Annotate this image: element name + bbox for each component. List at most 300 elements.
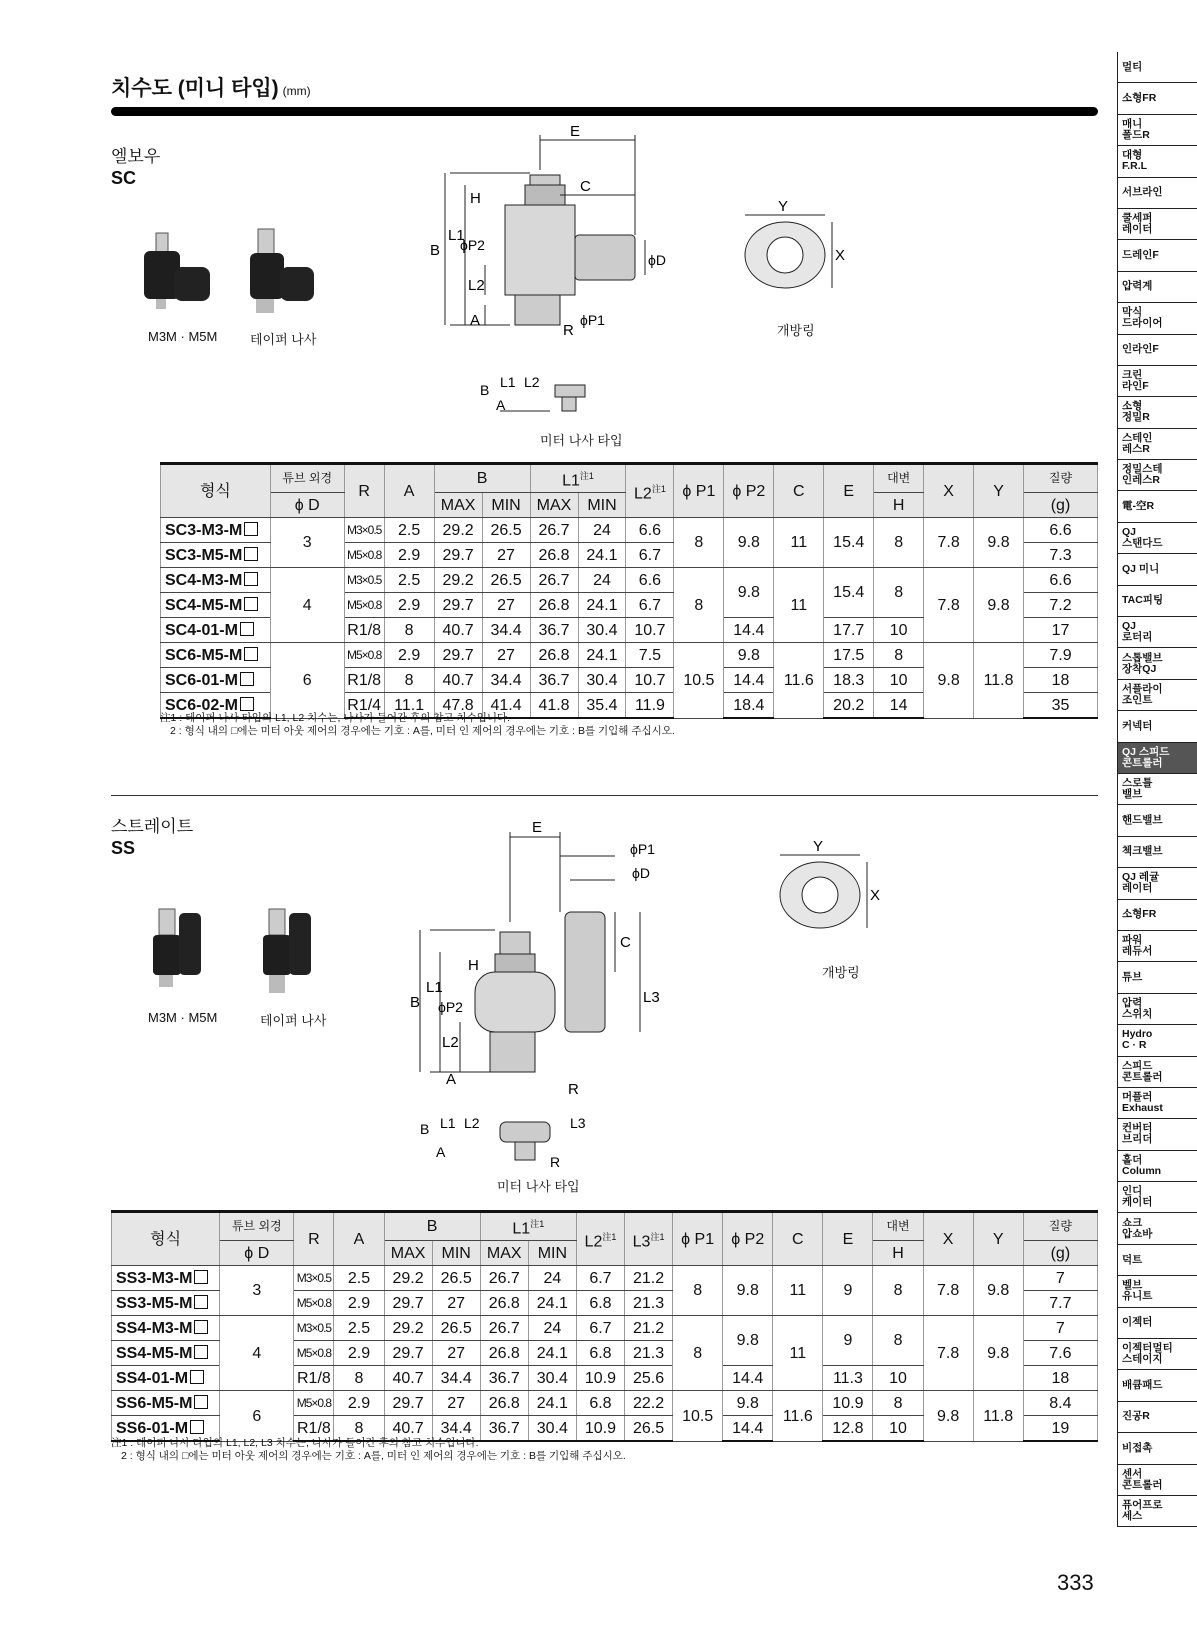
l1max-cell: 26.8 bbox=[480, 1291, 528, 1316]
sidebar-item[interactable]: 퓨어프로 세스 bbox=[1117, 1496, 1197, 1527]
r-cell: M5×0.8 bbox=[294, 1391, 334, 1416]
sc-th-x: X bbox=[924, 464, 974, 518]
p2-cell: 14.4 bbox=[724, 618, 774, 643]
bmax-cell: 29.7 bbox=[434, 543, 482, 568]
model-cell: SS3-M5-M bbox=[112, 1291, 220, 1316]
bmin-cell: 26.5 bbox=[432, 1266, 480, 1291]
p2-cell: 9.8 bbox=[724, 568, 774, 618]
section-code-ss: SS bbox=[111, 838, 136, 858]
model-cell: SC4-01-M bbox=[161, 618, 271, 643]
r-cell: R1/4 bbox=[344, 693, 384, 719]
sc-dim-e: E bbox=[570, 125, 581, 140]
model-cell: SC3-M5-M bbox=[161, 543, 271, 568]
sidebar-item[interactable]: 서플라이 조인트 bbox=[1117, 680, 1197, 711]
r-cell: R1/8 bbox=[344, 618, 384, 643]
sc-th-p2: ϕ P2 bbox=[724, 464, 774, 518]
mass-cell: 18 bbox=[1024, 668, 1098, 693]
r-cell: M5×0.8 bbox=[344, 643, 384, 668]
x-cell: 7.8 bbox=[924, 568, 974, 643]
sidebar-item[interactable]: 막식 드라이어 bbox=[1117, 303, 1197, 334]
l1max-cell: 26.7 bbox=[480, 1316, 528, 1341]
bmax-cell: 29.7 bbox=[434, 593, 482, 618]
sc-dim-r: R bbox=[563, 322, 574, 339]
l2-cell: 6.6 bbox=[626, 518, 674, 543]
sidebar-item[interactable]: 스테인 레스R bbox=[1117, 429, 1197, 460]
sc-th-l1min: MIN bbox=[578, 493, 626, 518]
l2-cell: 6.7 bbox=[626, 543, 674, 568]
sidebar-item[interactable]: 튜브 bbox=[1117, 962, 1197, 993]
bmax-cell: 29.7 bbox=[384, 1391, 432, 1416]
ss-dim-b: B bbox=[410, 994, 421, 1011]
bmax-cell: 47.8 bbox=[434, 693, 482, 719]
ss-th-h: H bbox=[873, 1241, 923, 1266]
e-cell: 12.8 bbox=[823, 1416, 873, 1442]
sidebar-item[interactable]: 쿨세퍼 레이터 bbox=[1117, 209, 1197, 240]
sc-dim-h: H bbox=[470, 190, 481, 207]
sc-note-2: 2 : 형식 내의 □에는 미터 아웃 제어의 경우에는 기호 : A를, 미터 인 제어의 경우에는 기호 : B를 기입해 주십시오. bbox=[170, 725, 675, 737]
sc-th-l2: L2$^{注1}$ bbox=[626, 464, 674, 518]
l3-cell: 21.3 bbox=[625, 1291, 673, 1316]
h-cell: 8 bbox=[874, 643, 924, 668]
mass-cell: 35 bbox=[1024, 693, 1098, 719]
ss-dim-c: C bbox=[620, 934, 631, 951]
sidebar-item[interactable]: 매니 폴드R bbox=[1117, 115, 1197, 146]
table-row bbox=[112, 1316, 1098, 1341]
e-cell: 17.5 bbox=[824, 643, 874, 668]
l3-cell: 21.3 bbox=[625, 1341, 673, 1366]
p1-cell: 10.5 bbox=[674, 643, 724, 719]
a-cell: 2.9 bbox=[334, 1341, 384, 1366]
h-cell: 8 bbox=[873, 1316, 923, 1366]
ss-th-l1: L1$^{注1}$ bbox=[480, 1212, 576, 1241]
l2-cell: 7.5 bbox=[626, 643, 674, 668]
sidebar-item[interactable]: QJ 스피드 콘트롤러 bbox=[1117, 743, 1197, 774]
sc-th-g: (g) bbox=[1024, 493, 1098, 518]
model-cell: SS6-M5-M bbox=[112, 1391, 220, 1416]
l1max-cell: 36.7 bbox=[480, 1416, 528, 1442]
sidebar-item[interactable]: QJ 미니 bbox=[1117, 554, 1197, 585]
sc-meter-l2: L2 bbox=[524, 374, 540, 390]
sidebar-item[interactable]: 크린 라인F bbox=[1117, 366, 1197, 397]
l2-cell: 10.9 bbox=[576, 1416, 624, 1442]
p2-cell: 18.4 bbox=[724, 693, 774, 719]
a-cell: 8 bbox=[384, 618, 434, 643]
sidebar-item[interactable]: 소형 정밀R bbox=[1117, 397, 1197, 428]
l3-cell: 26.5 bbox=[625, 1416, 673, 1442]
mass-cell: 7.6 bbox=[1023, 1341, 1097, 1366]
mass-cell: 7.2 bbox=[1024, 593, 1098, 618]
sc-th-l1: L1$^{注1}$ bbox=[530, 464, 626, 493]
ss-dim-p1: ϕP1 bbox=[630, 841, 655, 857]
mass-cell: 8.4 bbox=[1023, 1391, 1097, 1416]
sidebar-item[interactable]: 벨브 유니트 bbox=[1117, 1276, 1197, 1307]
bmax-cell: 29.2 bbox=[384, 1316, 432, 1341]
a-cell: 2.5 bbox=[384, 518, 434, 543]
sc-th-model: 형식 bbox=[161, 464, 271, 518]
r-cell: M5×0.8 bbox=[294, 1291, 334, 1316]
l1min-cell: 24 bbox=[578, 518, 626, 543]
bmin-cell: 26.5 bbox=[432, 1316, 480, 1341]
sidebar-item[interactable]: 핸드밸브 bbox=[1117, 805, 1197, 836]
sidebar-item[interactable]: 첵크밸브 bbox=[1117, 837, 1197, 868]
p2-cell: 9.8 bbox=[723, 1316, 773, 1366]
table-row bbox=[161, 518, 1098, 543]
l1max-cell: 26.7 bbox=[530, 518, 578, 543]
r-cell: M3×0.5 bbox=[344, 518, 384, 543]
e-cell: 15.4 bbox=[824, 568, 874, 618]
model-cell: SC4-M5-M bbox=[161, 593, 271, 618]
sc-meter-label: 미터 나사 타입 bbox=[540, 433, 623, 448]
bmax-cell: 29.7 bbox=[434, 643, 482, 668]
ss-dim-p2: ϕP2 bbox=[438, 999, 463, 1015]
sc-dim-l2: L2 bbox=[468, 277, 485, 294]
mass-cell: 7.9 bbox=[1024, 643, 1098, 668]
sidebar-item[interactable]: 인라인F bbox=[1117, 335, 1197, 366]
a-cell: 11.1 bbox=[384, 693, 434, 719]
bmin-cell: 34.4 bbox=[482, 668, 530, 693]
bmin-cell: 26.5 bbox=[482, 518, 530, 543]
ss-opening-label: 개방링 bbox=[822, 965, 860, 980]
sc-meter-l1: L1 bbox=[500, 374, 516, 390]
table-row bbox=[161, 568, 1098, 593]
sidebar-item[interactable]: 멀티 bbox=[1117, 52, 1197, 83]
ss-dim-r: R bbox=[568, 1081, 579, 1098]
section-name-sc: 엘보우 bbox=[111, 147, 161, 166]
e-cell: 15.4 bbox=[824, 518, 874, 568]
bmax-cell: 29.2 bbox=[384, 1266, 432, 1291]
l2-cell: 11.9 bbox=[626, 693, 674, 719]
l2-cell: 10.9 bbox=[576, 1366, 624, 1391]
ss-meter-r: R bbox=[550, 1154, 561, 1170]
sc-spec-table bbox=[160, 462, 1098, 719]
mass-cell: 7.3 bbox=[1024, 543, 1098, 568]
sidebar-item[interactable]: 이젝터 bbox=[1117, 1308, 1197, 1339]
ss-meter-l1: L1 bbox=[440, 1115, 456, 1131]
bmin-cell: 27 bbox=[432, 1291, 480, 1316]
ss-photo-label-metric: M3M · M5M bbox=[148, 1010, 218, 1025]
c-cell: 11.6 bbox=[774, 643, 824, 719]
sidebar-item[interactable]: 소형FR bbox=[1117, 83, 1197, 114]
l1max-cell: 26.7 bbox=[480, 1266, 528, 1291]
e-cell: 17.7 bbox=[824, 618, 874, 643]
ss-dim-l1: L1 bbox=[426, 979, 443, 996]
e-cell: 11.3 bbox=[823, 1366, 873, 1391]
h-cell: 10 bbox=[874, 618, 924, 643]
a-cell: 2.9 bbox=[334, 1291, 384, 1316]
l1max-cell: 41.8 bbox=[530, 693, 578, 719]
sidebar-item[interactable]: 쇼크 압쇼바 bbox=[1117, 1213, 1197, 1244]
bmax-cell: 29.7 bbox=[384, 1341, 432, 1366]
sidebar-item[interactable]: 스로틀 밸브 bbox=[1117, 774, 1197, 805]
sidebar-item[interactable]: 이젝터멀티 스테이지 bbox=[1117, 1339, 1197, 1370]
bmin-cell: 27 bbox=[482, 543, 530, 568]
model-cell: SC6-01-M bbox=[161, 668, 271, 693]
sidebar-item[interactable]: 진공R bbox=[1117, 1402, 1197, 1433]
ss-ring-y: Y bbox=[813, 840, 824, 855]
mass-cell: 6.6 bbox=[1024, 518, 1098, 543]
ss-dim-e: E bbox=[532, 822, 543, 836]
h-cell: 10 bbox=[874, 668, 924, 693]
c-cell: 11 bbox=[774, 518, 824, 568]
sidebar-item[interactable]: QJ 스탠다드 bbox=[1117, 523, 1197, 554]
ss-note-2: 2 : 형식 내의 □에는 미터 아웃 제어의 경우에는 기호 : A를, 미터 인 제어의 경우에는 기호 : B를 기입해 주십시오. bbox=[121, 1450, 626, 1462]
p1-cell: 8 bbox=[674, 568, 724, 643]
ss-product-photos bbox=[145, 905, 345, 1005]
sidebar-item[interactable]: 서브라인 bbox=[1117, 178, 1197, 209]
l1min-cell: 24 bbox=[528, 1316, 576, 1341]
r-cell: M5×0.8 bbox=[344, 543, 384, 568]
tube-cell: 4 bbox=[220, 1316, 294, 1391]
l1max-cell: 36.7 bbox=[530, 668, 578, 693]
bmin-cell: 27 bbox=[482, 593, 530, 618]
model-cell: SC6-M5-M bbox=[161, 643, 271, 668]
e-cell: 20.2 bbox=[824, 693, 874, 719]
sc-th-bmax: MAX bbox=[434, 493, 482, 518]
x-cell: 7.8 bbox=[924, 518, 974, 568]
sc-dim-b: B bbox=[430, 242, 441, 259]
sidebar-item[interactable]: 스피드 콘트롤러 bbox=[1117, 1057, 1197, 1088]
sidebar-item[interactable]: 홀더 Column bbox=[1117, 1151, 1197, 1182]
ss-dim-l3: L3 bbox=[643, 989, 660, 1006]
ss-ring-x: X bbox=[870, 887, 881, 904]
sc-th-mass: 질량 bbox=[1024, 464, 1098, 493]
l1max-cell: 26.8 bbox=[530, 643, 578, 668]
sidebar-item[interactable]: 파워 레듀서 bbox=[1117, 931, 1197, 962]
r-cell: M3×0.5 bbox=[294, 1316, 334, 1341]
model-cell: SS3-M3-M bbox=[112, 1266, 220, 1291]
ss-meter-l2: L2 bbox=[464, 1115, 480, 1131]
h-cell: 8 bbox=[873, 1266, 923, 1316]
c-cell: 11 bbox=[774, 568, 824, 643]
category-sidebar bbox=[1117, 52, 1197, 1527]
c-cell: 11 bbox=[773, 1266, 823, 1316]
sc-opening-ring bbox=[740, 200, 850, 300]
sc-th-phid: ϕ D bbox=[270, 493, 344, 518]
sidebar-item[interactable]: 대형 F.R.L bbox=[1117, 146, 1197, 177]
sidebar-item[interactable]: 덕트 bbox=[1117, 1245, 1197, 1276]
model-cell: SS4-01-M bbox=[112, 1366, 220, 1391]
sidebar-item[interactable]: 커넥터 bbox=[1117, 711, 1197, 742]
ss-th-model: 형식 bbox=[112, 1212, 220, 1266]
r-cell: M3×0.5 bbox=[294, 1266, 334, 1291]
p2-cell: 14.4 bbox=[724, 668, 774, 693]
sidebar-item[interactable]: QJ 레귤 레이터 bbox=[1117, 868, 1197, 899]
ss-th-mass: 질량 bbox=[1023, 1212, 1097, 1241]
l3-cell: 25.6 bbox=[625, 1366, 673, 1391]
bmax-cell: 29.2 bbox=[434, 518, 482, 543]
sc-th-p1: ϕ P1 bbox=[674, 464, 724, 518]
bmin-cell: 41.4 bbox=[482, 693, 530, 719]
sc-photo-taper bbox=[250, 229, 314, 313]
sc-meter-b: B bbox=[480, 382, 490, 398]
bmax-cell: 40.7 bbox=[384, 1416, 432, 1442]
tube-cell: 3 bbox=[270, 518, 344, 568]
x-cell: 7.8 bbox=[923, 1266, 973, 1316]
sidebar-item[interactable]: TAC피팅 bbox=[1117, 586, 1197, 617]
l3-cell: 21.2 bbox=[625, 1266, 673, 1291]
model-cell: SC6-02-M bbox=[161, 693, 271, 719]
l1max-cell: 36.7 bbox=[530, 618, 578, 643]
x-cell: 9.8 bbox=[923, 1391, 973, 1442]
h-cell: 8 bbox=[873, 1391, 923, 1416]
sc-th-e: E bbox=[824, 464, 874, 518]
l1max-cell: 26.8 bbox=[480, 1391, 528, 1416]
sidebar-item[interactable]: 머플러 Exhaust bbox=[1117, 1088, 1197, 1119]
sc-dim-c: C bbox=[580, 178, 591, 195]
ss-dim-a: A bbox=[446, 1071, 457, 1088]
mass-cell: 7 bbox=[1023, 1266, 1097, 1291]
title-bar bbox=[111, 107, 1098, 116]
sc-dim-d: ϕD bbox=[648, 252, 666, 268]
y-cell: 9.8 bbox=[974, 518, 1024, 568]
e-cell: 9 bbox=[823, 1266, 873, 1316]
model-cell: SS4-M3-M bbox=[112, 1316, 220, 1341]
h-cell: 10 bbox=[873, 1416, 923, 1442]
sidebar-item[interactable]: 배큠패드 bbox=[1117, 1370, 1197, 1401]
l2-cell: 6.7 bbox=[626, 593, 674, 618]
ss-photo-taper bbox=[263, 909, 311, 993]
bmin-cell: 27 bbox=[432, 1341, 480, 1366]
a-cell: 8 bbox=[334, 1366, 384, 1391]
bmin-cell: 34.4 bbox=[482, 618, 530, 643]
ss-dim-d: ϕD bbox=[632, 865, 650, 881]
sidebar-item[interactable]: Hydro C · R bbox=[1117, 1025, 1197, 1056]
l2-cell: 6.7 bbox=[576, 1266, 624, 1291]
p1-cell: 8 bbox=[673, 1316, 723, 1391]
sidebar-item[interactable]: 센서 콘트롤러 bbox=[1117, 1465, 1197, 1496]
sidebar-item[interactable]: 압력 스위치 bbox=[1117, 994, 1197, 1025]
h-cell: 14 bbox=[874, 693, 924, 719]
mass-cell: 17 bbox=[1024, 618, 1098, 643]
sc-dim-l1: L1 bbox=[448, 227, 465, 244]
bmin-cell: 27 bbox=[482, 643, 530, 668]
sidebar-item[interactable]: QJ 로터리 bbox=[1117, 617, 1197, 648]
r-cell: M3×0.5 bbox=[344, 568, 384, 593]
p2-cell: 9.8 bbox=[723, 1391, 773, 1416]
a-cell: 2.5 bbox=[384, 568, 434, 593]
sidebar-item[interactable]: 소형FR bbox=[1117, 900, 1197, 931]
sidebar-item[interactable]: 스톱밸브 장착QJ bbox=[1117, 648, 1197, 679]
sc-dim-a: A bbox=[470, 312, 481, 329]
ss-th-bmin: MIN bbox=[432, 1241, 480, 1266]
l1min-cell: 24.1 bbox=[528, 1341, 576, 1366]
model-cell: SC3-M3-M bbox=[161, 518, 271, 543]
l1min-cell: 24 bbox=[528, 1266, 576, 1291]
mass-cell: 6.6 bbox=[1024, 568, 1098, 593]
ss-th-tube: 튜브 외경 bbox=[220, 1212, 294, 1241]
tube-cell: 4 bbox=[270, 568, 344, 643]
sc-th-c: C bbox=[774, 464, 824, 518]
sc-th-daebyeon: 대변 bbox=[874, 464, 924, 493]
p1-cell: 8 bbox=[673, 1266, 723, 1316]
ss-photo-metric bbox=[153, 909, 201, 987]
p2-cell: 9.8 bbox=[723, 1266, 773, 1316]
bmax-cell: 40.7 bbox=[434, 618, 482, 643]
sidebar-item[interactable]: 드레인F bbox=[1117, 240, 1197, 271]
ss-photo-label-taper: 테이퍼 나사 bbox=[260, 1013, 327, 1028]
l1min-cell: 35.4 bbox=[578, 693, 626, 719]
sidebar-item[interactable]: 電-空R bbox=[1117, 491, 1197, 522]
y-cell: 9.8 bbox=[974, 568, 1024, 643]
l1min-cell: 30.4 bbox=[578, 668, 626, 693]
sc-th-h: H bbox=[874, 493, 924, 518]
a-cell: 2.9 bbox=[384, 593, 434, 618]
sc-meter-a: A bbox=[496, 397, 506, 413]
sidebar-item[interactable]: 정밀스테 인레스R bbox=[1117, 460, 1197, 491]
mass-cell: 7 bbox=[1023, 1316, 1097, 1341]
sc-opening-label: 개방링 bbox=[777, 323, 815, 338]
h-cell: 10 bbox=[873, 1366, 923, 1391]
a-cell: 2.9 bbox=[334, 1391, 384, 1416]
tube-cell: 3 bbox=[220, 1266, 294, 1316]
ss-th-x: X bbox=[923, 1212, 973, 1266]
sidebar-item[interactable]: 인디 케이터 bbox=[1117, 1182, 1197, 1213]
model-cell: SS4-M5-M bbox=[112, 1341, 220, 1366]
ss-th-y: Y bbox=[973, 1212, 1023, 1266]
h-cell: 8 bbox=[874, 568, 924, 618]
sc-th-l1max: MAX bbox=[530, 493, 578, 518]
bmin-cell: 27 bbox=[432, 1391, 480, 1416]
ss-th-r: R bbox=[294, 1212, 334, 1266]
sidebar-item[interactable]: 비접촉 bbox=[1117, 1433, 1197, 1464]
l2-cell: 6.6 bbox=[626, 568, 674, 593]
mass-cell: 19 bbox=[1023, 1416, 1097, 1442]
sc-th-tube: 튜브 외경 bbox=[270, 464, 344, 493]
sc-photo-label-taper: 테이퍼 나사 bbox=[250, 332, 317, 347]
l3-cell: 21.2 bbox=[625, 1316, 673, 1341]
ss-th-phid: ϕ D bbox=[220, 1241, 294, 1266]
sc-th-bmin: MIN bbox=[482, 493, 530, 518]
ss-notes bbox=[111, 1437, 626, 1463]
page-title: 치수도 (미니 타입) (mm) bbox=[111, 77, 311, 100]
table-row bbox=[112, 1391, 1098, 1416]
ss-meter-a: A bbox=[436, 1144, 446, 1160]
sc-ring-x: X bbox=[835, 247, 846, 264]
p2-cell: 9.8 bbox=[724, 518, 774, 568]
e-cell: 18.3 bbox=[824, 668, 874, 693]
sc-photo-label-metric: M3M · M5M bbox=[148, 329, 218, 344]
ss-opening-ring bbox=[775, 840, 885, 940]
ss-meter-l3: L3 bbox=[570, 1115, 586, 1131]
ss-th-p2: ϕ P2 bbox=[723, 1212, 773, 1266]
l2-cell: 10.7 bbox=[626, 618, 674, 643]
table-row bbox=[112, 1266, 1098, 1291]
y-cell: 9.8 bbox=[973, 1266, 1023, 1316]
section-code-sc: SC bbox=[111, 168, 137, 188]
p2-cell: 14.4 bbox=[723, 1366, 773, 1391]
ss-spec-table bbox=[111, 1210, 1098, 1442]
l1min-cell: 30.4 bbox=[578, 618, 626, 643]
l2-cell: 6.8 bbox=[576, 1291, 624, 1316]
ss-dim-h: H bbox=[468, 957, 479, 974]
e-cell: 10.9 bbox=[823, 1391, 873, 1416]
table-row bbox=[161, 643, 1098, 668]
l2-cell: 6.8 bbox=[576, 1391, 624, 1416]
p2-cell: 9.8 bbox=[724, 643, 774, 668]
page-number: 333 bbox=[1057, 1570, 1094, 1595]
l1min-cell: 24.1 bbox=[578, 593, 626, 618]
r-cell: R1/8 bbox=[294, 1366, 334, 1391]
l2-cell: 6.8 bbox=[576, 1341, 624, 1366]
x-cell: 7.8 bbox=[923, 1316, 973, 1391]
tube-cell: 6 bbox=[270, 643, 344, 719]
bmin-cell: 34.4 bbox=[432, 1366, 480, 1391]
sidebar-item[interactable]: 컨버터 브리더 bbox=[1117, 1119, 1197, 1150]
sidebar-item[interactable]: 압력계 bbox=[1117, 272, 1197, 303]
section-name-ss: 스트레이트 bbox=[111, 817, 194, 836]
a-cell: 2.5 bbox=[334, 1316, 384, 1341]
ss-th-b: B bbox=[384, 1212, 480, 1241]
